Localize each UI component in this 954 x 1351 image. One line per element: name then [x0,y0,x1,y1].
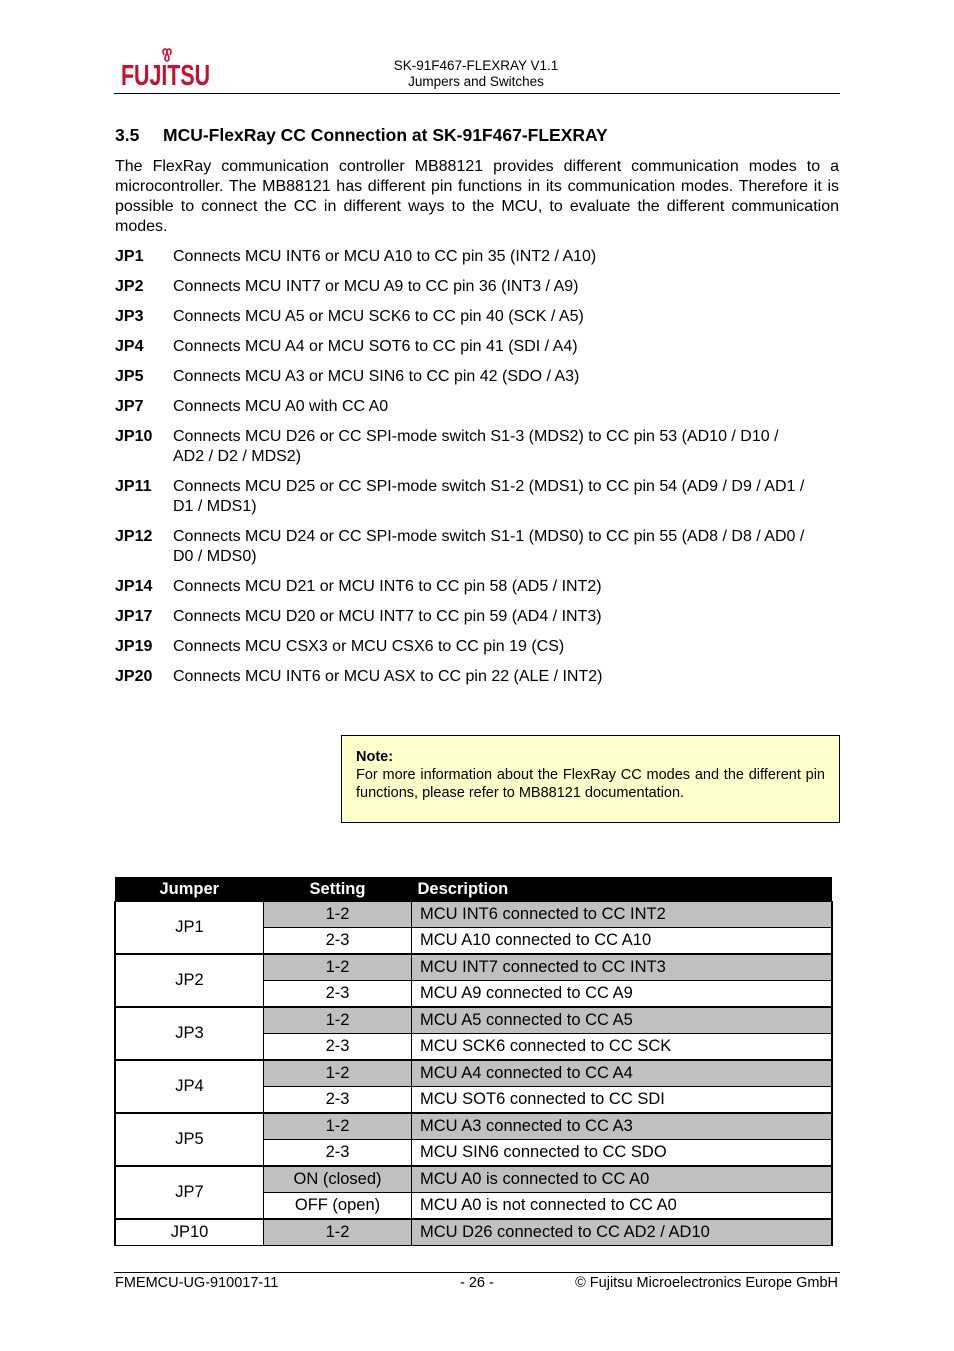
jumper-description: Connects MCU D26 or CC SPI-mode switch S1-3 (MDS2) to CC pin 53 (AD10 / D10 / AD2 / D2 / MDS2) [173,428,779,465]
jumper-table [114,877,833,1246]
description-cell: MCU SIN6 connected to CC SDO [412,1140,833,1167]
section-title: MCU-FlexRay CC Connection at SK-91F467-FLEXRAY [163,125,608,145]
description-cell: MCU A4 connected to CC A4 [412,1060,833,1087]
description-cell: MCU SOT6 connected to CC SDI [412,1087,833,1114]
jumper-cell: JP4 [115,1060,264,1113]
jumper-description: Connects MCU A0 with CC A0 [173,398,389,415]
jumper-label: JP14 [115,578,153,595]
header-setting: Setting [264,877,412,902]
setting-cell: 2-3 [264,1034,412,1061]
header-description: Description [412,877,833,902]
jumper-label: JP17 [115,608,153,625]
note-title: Note: [356,749,394,765]
section-number: 3.5 [115,125,140,145]
jumper-cell: JP5 [115,1113,264,1166]
setting-cell: 2-3 [264,981,412,1008]
jumper-description: Connects MCU INT6 or MCU ASX to CC pin 22 (ALE / INT2) [173,668,603,685]
header-subtitle: Jumpers and Switches [408,74,544,89]
header-title: SK-91F467-FLEXRAY V1.1 [393,58,559,73]
table-row [115,902,832,928]
setting-cell: 1-2 [264,1007,412,1034]
description-cell: MCU A10 connected to CC A10 [412,928,833,955]
jumper-description: Connects MCU D25 or CC SPI-mode switch S1-2 (MDS1) to CC pin 54 (AD9 / D9 / AD1 / D1 / MDS1) [173,478,805,515]
header-jumper: Jumper [115,877,264,902]
header-rule [114,93,840,94]
jumper-description: Connects MCU A4 or MCU SOT6 to CC pin 41 (SDI / A4) [173,338,578,355]
jumper-label: JP5 [115,368,144,385]
description-cell: MCU D26 connected to CC AD2 / AD10 [412,1219,833,1246]
jumper-description: Connects MCU INT7 or MCU A9 to CC pin 36 (INT3 / A9) [173,278,579,295]
jumper-cell: JP1 [115,902,264,955]
jumper-description: Connects MCU INT6 or MCU A10 to CC pin 35 (INT2 / A10) [173,248,597,265]
description-cell: MCU SCK6 connected to CC SCK [412,1034,833,1061]
note-box [341,735,840,823]
setting-cell: 2-3 [264,928,412,955]
setting-cell: 1-2 [264,1060,412,1087]
setting-cell: OFF (open) [264,1193,412,1220]
setting-cell: ON (closed) [264,1166,412,1193]
description-cell: MCU A9 connected to CC A9 [412,981,833,1008]
jumper-description: Connects MCU D21 or MCU INT6 to CC pin 58 (AD5 / INT2) [173,578,602,595]
note-body: For more information about the FlexRay CC modes and the different pin functions, please refer to MB88121 documentation. [356,767,825,801]
setting-cell: 2-3 [264,1140,412,1167]
table-row [115,1060,832,1087]
jumper-description: Connects MCU A5 or MCU SCK6 to CC pin 40 (SCK / A5) [173,308,584,325]
intro-paragraph: The FlexRay communication controller MB88121 provides different communication modes to a microcontroller. The MB88121 has different pin functions in its communication modes. Therefore it is possible to connect the CC in different ways to the MCU, to evaluate the different communication modes. [115,158,839,235]
description-cell: MCU A3 connected to CC A3 [412,1113,833,1140]
jumper-label: JP20 [115,668,153,685]
description-cell: MCU A0 is connected to CC A0 [412,1166,833,1193]
jumper-description: Connects MCU D24 or CC SPI-mode switch S1-1 (MDS0) to CC pin 55 (AD8 / D8 / AD0 / D0 / MDS0) [173,528,805,565]
jumper-label: JP2 [115,278,144,295]
jumper-cell: JP7 [115,1166,264,1219]
table-row [115,1113,832,1140]
footer-page-number: - 26 - [460,1275,494,1291]
jumper-label: JP4 [115,338,144,355]
section-heading [115,125,608,146]
fujitsu-logo [120,44,212,92]
jumper-cell: JP10 [115,1219,264,1246]
footer-rule [114,1272,840,1273]
footer-copyright: © Fujitsu Microelectronics Europe GmbH [575,1275,838,1291]
setting-cell: 1-2 [264,1219,412,1246]
jumper-label: JP12 [115,528,153,545]
table-header-row [115,877,832,902]
setting-cell: 2-3 [264,1087,412,1114]
setting-cell: 1-2 [264,902,412,928]
jumper-cell: JP2 [115,954,264,1007]
description-cell: MCU A0 is not connected to CC A0 [412,1193,833,1220]
jumper-label: JP7 [115,398,144,415]
jumper-label: JP1 [115,248,144,265]
table-row [115,1219,832,1246]
footer-doc-id: FMEMCU-UG-910017-11 [115,1275,279,1291]
description-cell: MCU A5 connected to CC A5 [412,1007,833,1034]
jumper-label: JP3 [115,308,144,325]
setting-cell: 1-2 [264,954,412,981]
description-cell: MCU INT6 connected to CC INT2 [412,902,833,928]
setting-cell: 1-2 [264,1113,412,1140]
table-row [115,1166,832,1193]
logo-wordmark: FUJITSU [121,60,210,92]
jumper-description: Connects MCU CSX3 or MCU CSX6 to CC pin 19 (CS) [173,638,565,655]
jumper-label: JP19 [115,638,153,655]
jumper-description: Connects MCU D20 or MCU INT7 to CC pin 59 (AD4 / INT3) [173,608,602,625]
jumper-description: Connects MCU A3 or MCU SIN6 to CC pin 42 (SDO / A3) [173,368,580,385]
jumper-label: JP11 [115,478,152,495]
table-row [115,1007,832,1034]
jumper-cell: JP3 [115,1007,264,1060]
description-cell: MCU INT7 connected to CC INT3 [412,954,833,981]
jumper-label: JP10 [115,428,153,445]
table-row [115,954,832,981]
